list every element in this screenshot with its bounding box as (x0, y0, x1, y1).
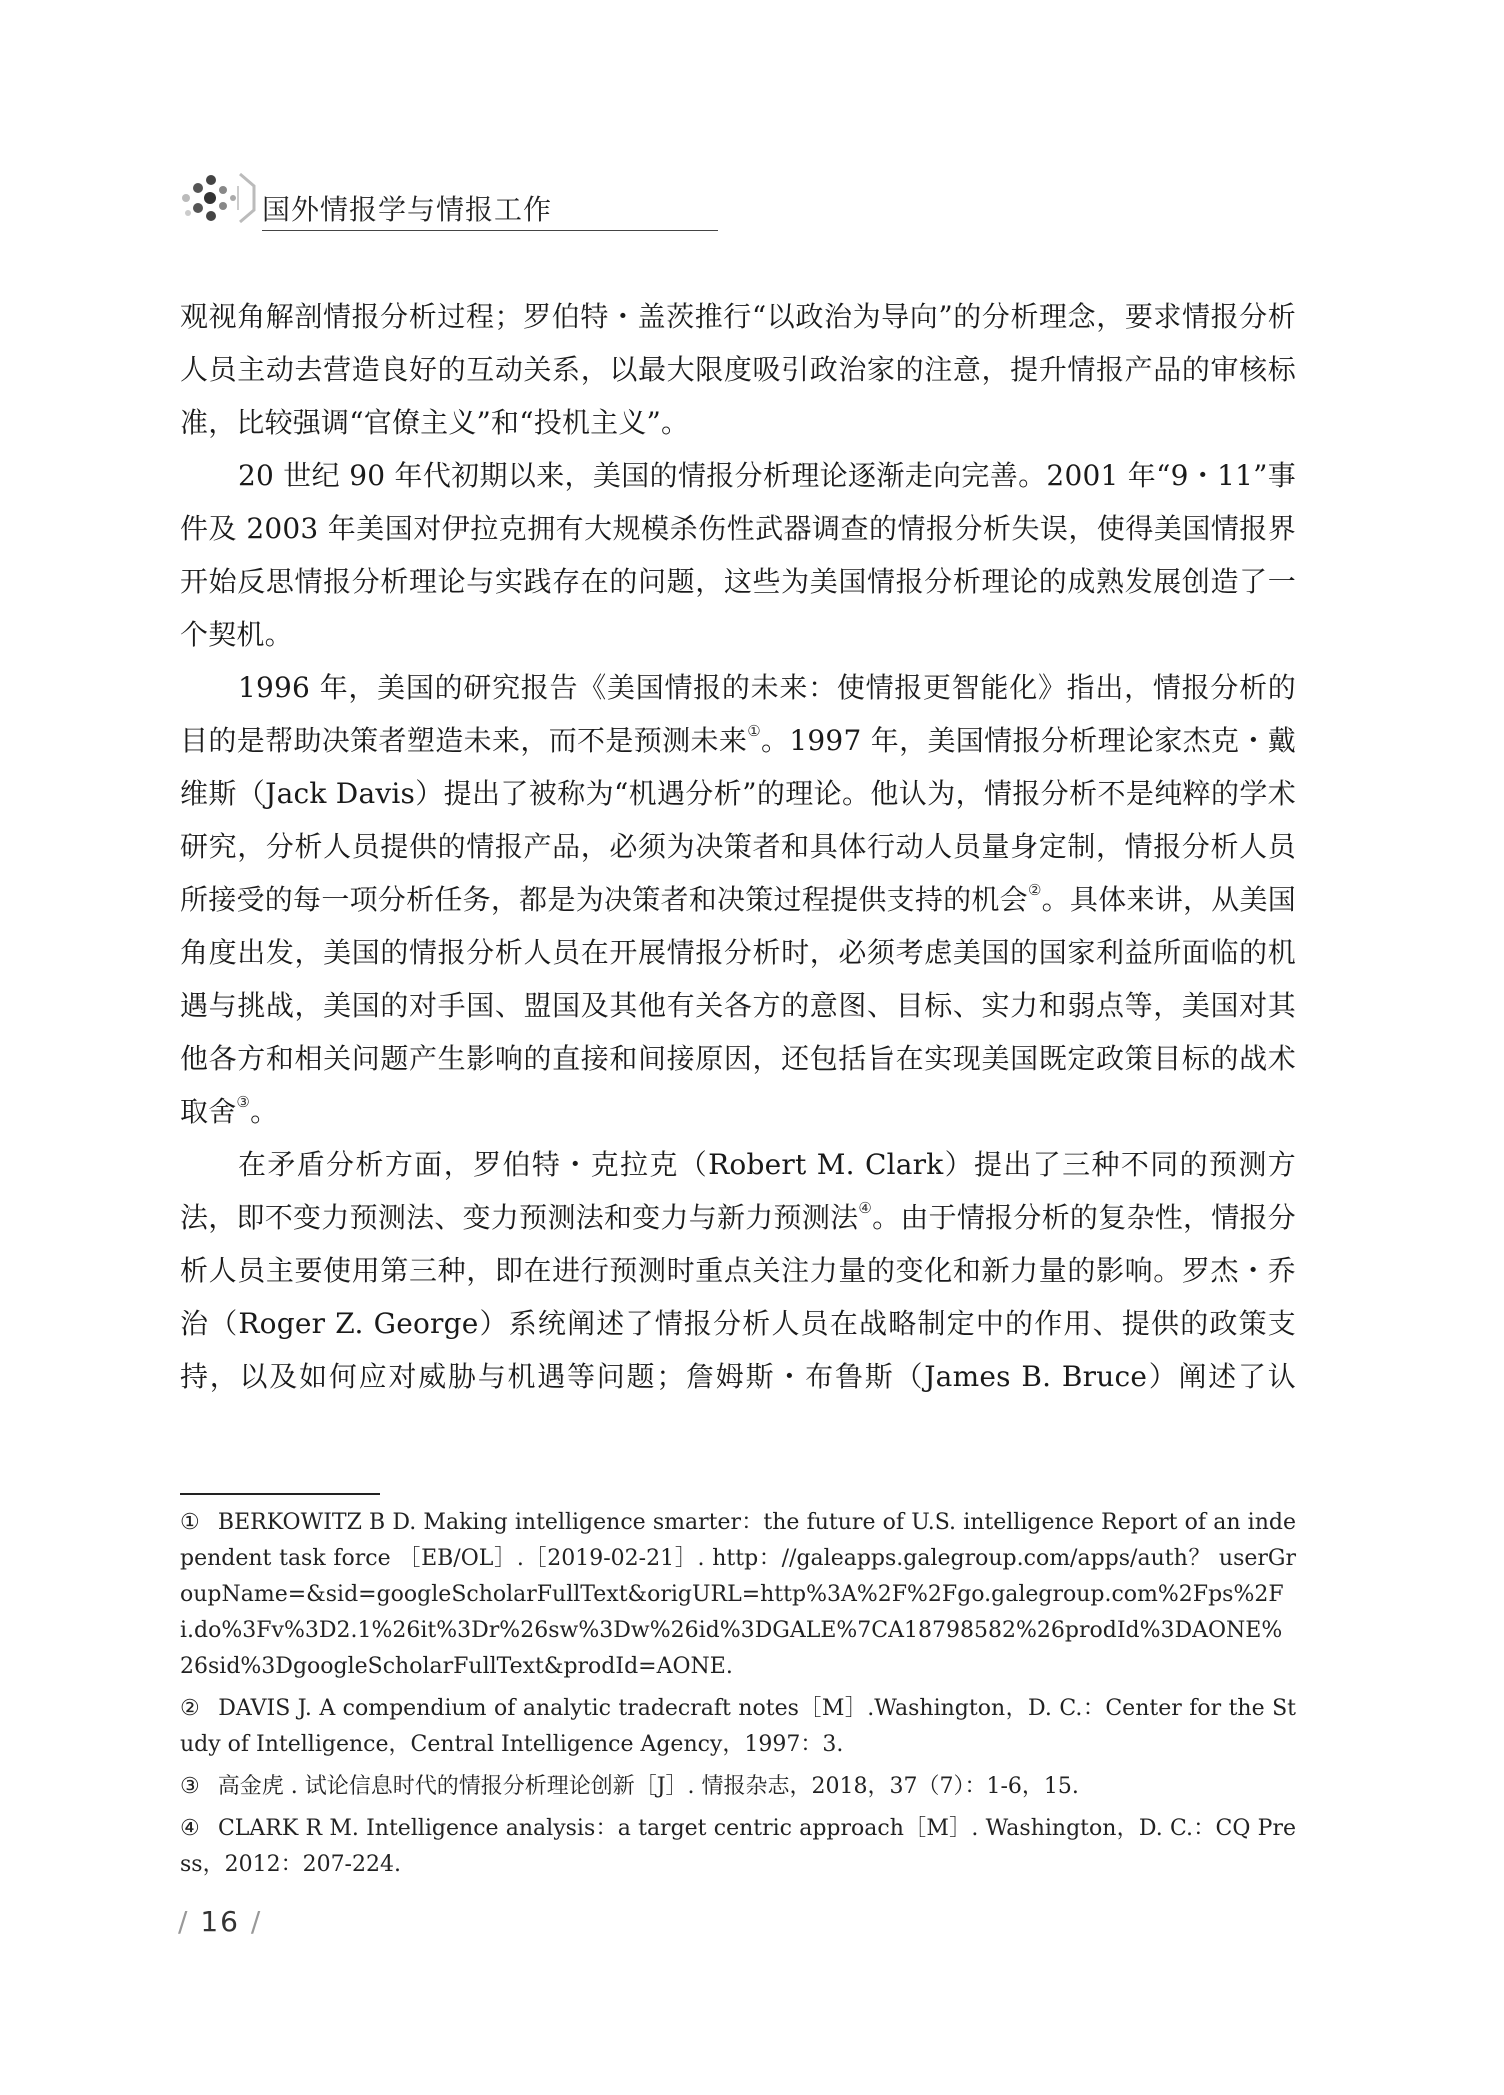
paragraph: 在矛盾分析方面，罗伯特・克拉克（Robert M. Clark）提出了三种不同的预测方法，即不变力预测法、变力预测法和变力与新力预测法④。由于情报分析的复杂性，情报分析人员主要使用第三种，即在进行预测时重点关注力量的变化和新力量的影响。罗杰・乔治（Roger Z. George）系统阐述了情报分析人员在战略制定中的作用、提供的政策支持，以及如何应对威胁与机遇等问题；詹姆斯・布鲁斯（James B. Bruce）阐述了认 (180, 1148, 1296, 1393)
journal-title: 国外情报学与情报工作 (262, 193, 553, 226)
footnote-ref[interactable]: ② (1027, 881, 1042, 899)
footnote-text: 高金虎 . 试论信息时代的情报分析理论创新［J］. 情报杂志，2018，37（7）：1-6，15. (217, 1774, 1079, 1799)
footnote-text: DAVIS J. A compendium of analytic tradecraft notes［M］.Washington，D. C.：Center for the Study of Intelligence，Central Intelligence Agency，1997：3. (180, 1696, 1296, 1757)
page-number: / 16 / (178, 1905, 263, 1938)
footnote-item (180, 1505, 1296, 1685)
footnote-item (180, 1811, 1296, 1883)
paragraph: 观视角解剖情报分析过程；罗伯特・盖茨推行“以政治为导向”的分析理念，要求情报分析人员主动去营造良好的互动关系，以最大限度吸引政治家的注意，提升情报产品的审核标准，比较强调“官僚主义”和“投机主义”。 (180, 300, 1296, 439)
running-header (178, 158, 553, 238)
footnote-item (180, 1691, 1296, 1763)
footnote-mark: ④ (180, 1816, 200, 1841)
footnote-mark: ① (180, 1510, 200, 1535)
footnote-ref[interactable]: ④ (858, 1199, 873, 1217)
body-text (180, 290, 1296, 1403)
footnote-mark: ② (180, 1696, 201, 1721)
footnote-item (180, 1769, 1296, 1805)
paragraph: 20 世纪 90 年代初期以来，美国的情报分析理论逐渐走向完善。2001 年“9・11”事件及 2003 年美国对伊拉克拥有大规模杀伤性武器调查的情报分析失误，使得美国情报界开始反思情报分析理论与实践存在的问题，这些为美国情报分析理论的成熟发展创造了一个契机。 (180, 459, 1296, 651)
footnote-separator (180, 1493, 380, 1495)
footnotes (180, 1505, 1296, 1889)
footnote-ref[interactable]: ① (747, 722, 762, 740)
footnote-ref[interactable]: ③ (236, 1093, 251, 1111)
paragraph: 1996 年，美国的研究报告《美国情报的未来：使情报更智能化》指出，情报分析的目的是帮助决策者塑造未来，而不是预测未来①。1997 年，美国情报分析理论家杰克・戴维斯（Jack Davis）提出了被称为“机遇分析”的理论。他认为，情报分析不是纯粹的学术研究，分析人员提供的情报产品，必须为决策者和具体行动人员量身定制，情报分析人员所接受的每一项分析任务，都是为决策者和决策过程提供支持的机会②。具体来讲，从美国角度出发，美国的情报分析人员在开展情报分析时，必须考虑美国的国家利益所面临的机遇与挑战，美国的对手国、盟国及其他有关各方的意图、目标、实力和弱点等，美国对其他各方和相关问题产生影响的直接和间接原因，还包括旨在实现美国既定政策目标的战术取舍③。 (180, 671, 1296, 1128)
journal-logo-icon (178, 168, 268, 228)
footnote-text: BERKOWITZ B D. Making intelligence smarter：the future of U.S. intelligence Report of an independent task force ［EB/OL］.［2019-02-21］. http：//galeapps.galegroup.com/apps/auth？ userGroupName=&sid=googleScholarFullText&origURL=http%3A%2F%2Fgo.galegroup.com%2Fps%2Fi.do%3Fv%3D2.1%26it%3Dr%26sw%3Dw%26id%3DGALE%7CA18798582%26prodId%3DAONE%26sid%3DgoogleScholarFullText&prodId=AONE. (180, 1510, 1296, 1679)
header-rule (262, 230, 718, 231)
footnote-text: CLARK R M. Intelligence analysis：a target centric approach［M］. Washington，D. C.：CQ Press，2012：207-224. (180, 1816, 1296, 1877)
footnote-mark: ③ (180, 1774, 200, 1799)
